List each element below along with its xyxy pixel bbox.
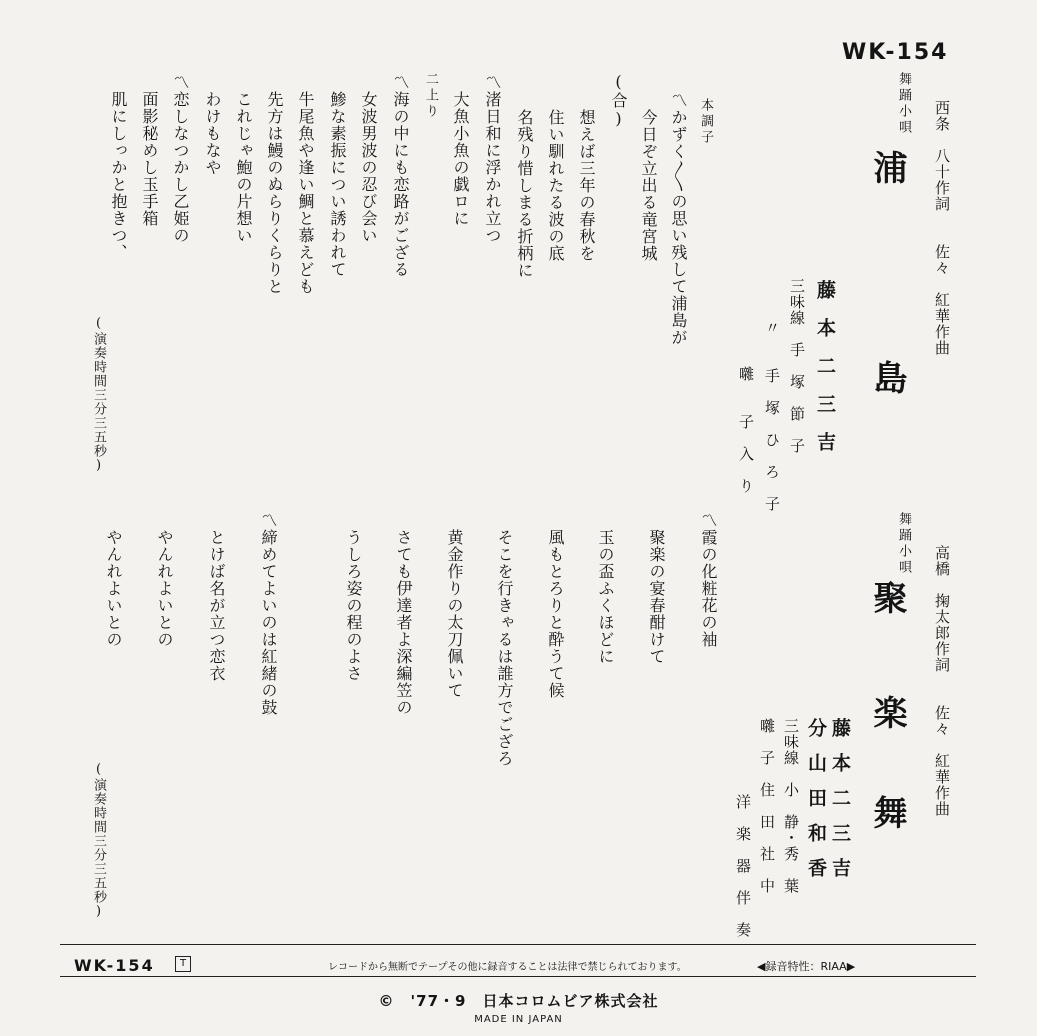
song2-title-char-3: 舞 bbox=[867, 795, 907, 829]
song2-title-char-1: 聚 bbox=[867, 580, 907, 614]
song1-lyric-line: (合) bbox=[609, 72, 628, 129]
song1-lyric-line: 先方は鰻のぬらりくらりと bbox=[265, 74, 284, 295]
song1-lyric-line: 住い馴れたる波の底 bbox=[546, 92, 565, 262]
song1-lyric-line: 牛尾魚や逢い鯛と慕えども bbox=[296, 74, 315, 295]
copyright-line: © '77・9 日本コロムビア株式会社 bbox=[378, 992, 659, 1010]
song2-lyric-line: とけば名が立つ恋衣 bbox=[207, 512, 226, 682]
footer-catalog-number: WK-154 bbox=[74, 956, 155, 975]
song2-lyric-line: 風もとろりと酔うて候 bbox=[546, 512, 565, 699]
song2-duration: (演奏時間三分三五秒) bbox=[91, 762, 106, 920]
song1-duration: (演奏時間三分三五秒) bbox=[91, 316, 106, 474]
song1-lyric-line: 肌にしっかと抱きつ、 bbox=[109, 74, 128, 261]
catalog-number: WK-154 bbox=[842, 40, 949, 65]
song1-title-char-1: 浦 bbox=[867, 150, 907, 184]
song1-lyric-line: 鯵な素振につい誘われて bbox=[328, 74, 347, 278]
song2-accompaniment-3: 洋 楽 器 伴 奏 bbox=[734, 794, 752, 938]
song1-lyric-line: 名残り惜しまる折柄に bbox=[515, 92, 534, 279]
song2-genre: 舞踊小唄 bbox=[896, 512, 911, 576]
song1-title-char-2: 島 bbox=[867, 360, 907, 394]
song2-lyric-line: やんれよいとの bbox=[155, 512, 174, 648]
song2-lyric-line: さても伊達者よ深編笠の bbox=[394, 512, 413, 716]
song1-credits: 西条 八十作詞 佐々 紅華作曲 bbox=[933, 100, 951, 356]
song2-lyric-line: うしろ姿の程のよさ bbox=[344, 512, 363, 682]
song2-lyric-line: 〽締めてよいのは紅緒の鼓 bbox=[259, 512, 278, 716]
tax-mark-icon: T bbox=[175, 956, 191, 972]
song1-lyric-line: 〽渚日和に浮かれ立つ bbox=[483, 74, 502, 244]
song1-accompaniment-2: 〃 手 塚 ひ ろ 子 bbox=[763, 320, 781, 512]
song2-accompaniment-2: 囃 子 住 田 社 中 bbox=[758, 718, 776, 894]
song2-title-char-2: 楽 bbox=[867, 695, 907, 729]
song2-credits: 高橋 掬太郎作詞 佐々 紅華作曲 bbox=[933, 545, 951, 817]
song2-lyric-line: 聚楽の宴春酣けて bbox=[647, 512, 666, 665]
song1-lyric-line: 女波男波の忍び会い bbox=[359, 74, 378, 244]
song2-lyric-line: 黄金作りの太刀佩いて bbox=[445, 512, 464, 699]
song1-lyric-line: 大魚小魚の戯ロに bbox=[451, 74, 470, 227]
song1-accompaniment-1: 三味線 手 塚 節 子 bbox=[788, 278, 806, 454]
made-in-label: MADE IN JAPAN bbox=[474, 1014, 563, 1025]
footer-top-rule bbox=[60, 944, 976, 945]
footer-bottom-rule bbox=[60, 976, 976, 977]
song2-performer-2: 分山田和香 bbox=[805, 718, 827, 893]
song2-performer-1: 藤本二三吉 bbox=[829, 718, 851, 893]
song1-accompaniment-3: 囃 子 入 り bbox=[737, 318, 755, 494]
song2-lyric-line: そこを行きゃるは誰方でござろ bbox=[495, 512, 514, 767]
song2-lyric-line: 玉の盃ふくほどに bbox=[596, 512, 615, 665]
song1-mode: 本調子 bbox=[698, 98, 713, 146]
song2-accompaniment-1: 三味線 小 静・秀 葉 bbox=[782, 718, 800, 894]
song1-lyric-line: 〽恋しなつかし乙姫の bbox=[171, 74, 190, 244]
song1-lyric-line: 今日ぞ立出る竜宮城 bbox=[639, 92, 658, 262]
song2-lyric-line: やんれよいとの bbox=[104, 512, 123, 648]
song1-lyric-line: わけもなや bbox=[203, 74, 222, 176]
song1-lyric-line: 面影秘めし玉手箱 bbox=[140, 74, 159, 227]
song1-lyric-line: 想えば三年の春秋を bbox=[577, 92, 596, 262]
song1-performer: 藤 本 二 三 吉 bbox=[814, 280, 836, 451]
song1-lyric-line: 〽海の中にも恋路がござる bbox=[391, 74, 410, 278]
copyright-notice: レコードから無断でテープその他に録音することは法律で禁じられております。 bbox=[328, 962, 687, 973]
song1-lyric-line: 〽かずく〳〵の思い残して浦島が bbox=[669, 92, 688, 346]
song1-genre: 舞踊小唄 bbox=[896, 72, 911, 136]
recording-characteristic: ◀録音特性：RIAA▶ bbox=[757, 960, 856, 973]
song1-tuning: 二上り bbox=[423, 72, 438, 120]
song2-lyric-line: 〽霞の化粧花の袖 bbox=[699, 512, 718, 648]
song1-lyric-line: これじゃ鮑の片想い bbox=[234, 74, 253, 244]
